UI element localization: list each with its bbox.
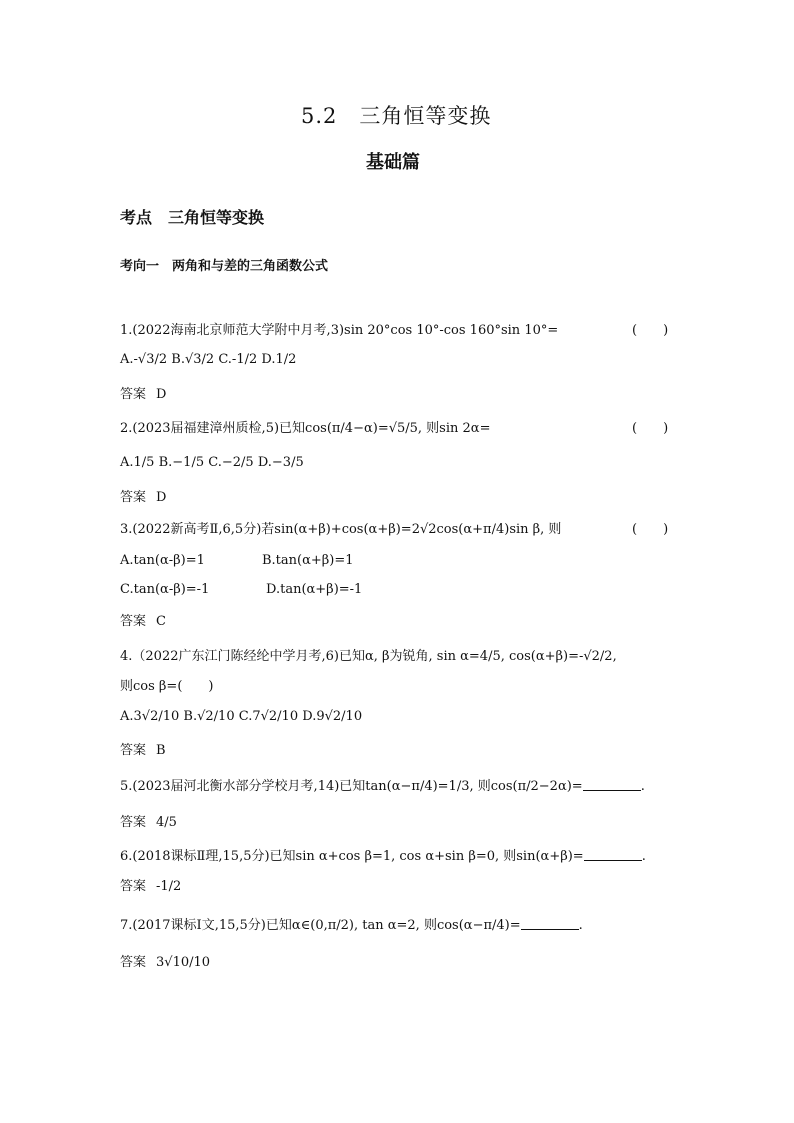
question-7-stem: 7.(2017课标Ⅰ文,15,5分)已知α∈(0,π/2), tan α=2, 则cos(α−π/4)= . xyxy=(120,918,583,933)
answer-value: 4/5 xyxy=(156,815,177,830)
answer-value: D xyxy=(156,387,167,402)
option-c: C.7√2/10 xyxy=(238,709,299,724)
page-title: 5.2 三角恒等变换 xyxy=(301,104,492,128)
question-4-options xyxy=(120,709,362,724)
answer-label: 答案 xyxy=(120,955,147,970)
option-b: B.√3/2 xyxy=(171,352,215,367)
question-3-paren: ( ) xyxy=(632,522,669,537)
question-2-paren: ( ) xyxy=(632,421,669,436)
answer-value: 3√10/10 xyxy=(156,955,211,970)
option-a: A.1/5 xyxy=(120,455,155,470)
option-c: C.−2/5 xyxy=(208,455,254,470)
question-7-answer xyxy=(120,951,210,970)
question-6-text: 6.(2018课标Ⅱ理,15,5分)已知sin α+cos β=1, cos α+sin β=0, 则sin(α+β)= xyxy=(120,849,584,864)
answer-blank xyxy=(521,917,579,930)
question-7-text: 7.(2017课标Ⅰ文,15,5分)已知α∈(0,π/2), tan α=2, 则cos(α−π/4)= xyxy=(120,918,521,933)
option-d: D.1/2 xyxy=(261,352,297,367)
question-3-option-d: D.tan(α+β)=-1 xyxy=(266,582,363,597)
question-3-option-b: B.tan(α+β)=1 xyxy=(262,553,354,568)
answer-value: B xyxy=(156,743,166,758)
question-6-answer xyxy=(120,875,181,894)
question-1-paren: ( ) xyxy=(632,323,669,338)
option-b: B.√2/10 xyxy=(183,709,235,724)
kaoxiang-heading: 考向一 两角和与差的三角函数公式 xyxy=(120,259,329,274)
question-3-option-c: C.tan(α-β)=-1 xyxy=(120,582,210,597)
question-4-answer xyxy=(120,739,166,758)
question-1-options xyxy=(120,352,296,367)
question-6-stem: 6.(2018课标Ⅱ理,15,5分)已知sin α+cos β=1, cos α+sin β=0, 则sin(α+β)= . xyxy=(120,849,646,864)
question-3-stem: 3.(2022新高考Ⅱ,6,5分)若sin(α+β)+cos(α+β)=2√2cos(α+π/4)sin β, 则 xyxy=(120,522,562,537)
question-1-answer xyxy=(120,383,166,402)
answer-value: D xyxy=(156,490,167,505)
option-b: B.−1/5 xyxy=(158,455,205,470)
option-c: C.-1/2 xyxy=(218,352,258,367)
answer-label: 答案 xyxy=(120,490,147,505)
option-d: D.−3/5 xyxy=(257,455,304,470)
question-3-option-a: A.tan(α-β)=1 xyxy=(120,553,205,568)
option-a: A.3√2/10 xyxy=(120,709,180,724)
answer-label: 答案 xyxy=(120,743,147,758)
question-2-options xyxy=(120,455,304,470)
section-heading: 基础篇 xyxy=(366,152,420,173)
kaodian-heading: 考点 三角恒等变换 xyxy=(120,208,265,227)
answer-value: C xyxy=(156,614,166,629)
question-1-stem: 1.(2022海南北京师范大学附中月考,3)sin 20°cos 10°-cos 160°sin 10°= xyxy=(120,323,559,338)
question-4-stem: 4.（2022广东江门陈经纶中学月考,6)已知α, β为锐角, sin α=4/5, cos(α+β)=-√2/2, xyxy=(120,649,617,664)
question-5-text: 5.(2023届河北衡水部分学校月考,14)已知tan(α−π/4)=1/3, 则cos(π/2−2α)= xyxy=(120,779,583,794)
question-3-answer xyxy=(120,610,166,629)
answer-blank xyxy=(584,848,642,861)
question-2-answer xyxy=(120,486,166,505)
answer-label: 答案 xyxy=(120,614,147,629)
answer-label: 答案 xyxy=(120,387,147,402)
option-a: A.-√3/2 xyxy=(120,352,168,367)
question-5-stem: 5.(2023届河北衡水部分学校月考,14)已知tan(α−π/4)=1/3, 则cos(π/2−2α)= . xyxy=(120,779,645,794)
question-2-stem: 2.(2023届福建漳州质检,5)已知cos(π/4−α)=√5/5, 则sin 2α= xyxy=(120,421,491,436)
question-5-answer xyxy=(120,811,177,830)
answer-blank xyxy=(583,778,641,791)
answer-label: 答案 xyxy=(120,879,147,894)
answer-value: -1/2 xyxy=(156,879,182,894)
question-4-stem-line2: 则cos β=( ) xyxy=(120,679,214,694)
option-d: D.9√2/10 xyxy=(302,709,363,724)
answer-label: 答案 xyxy=(120,815,147,830)
